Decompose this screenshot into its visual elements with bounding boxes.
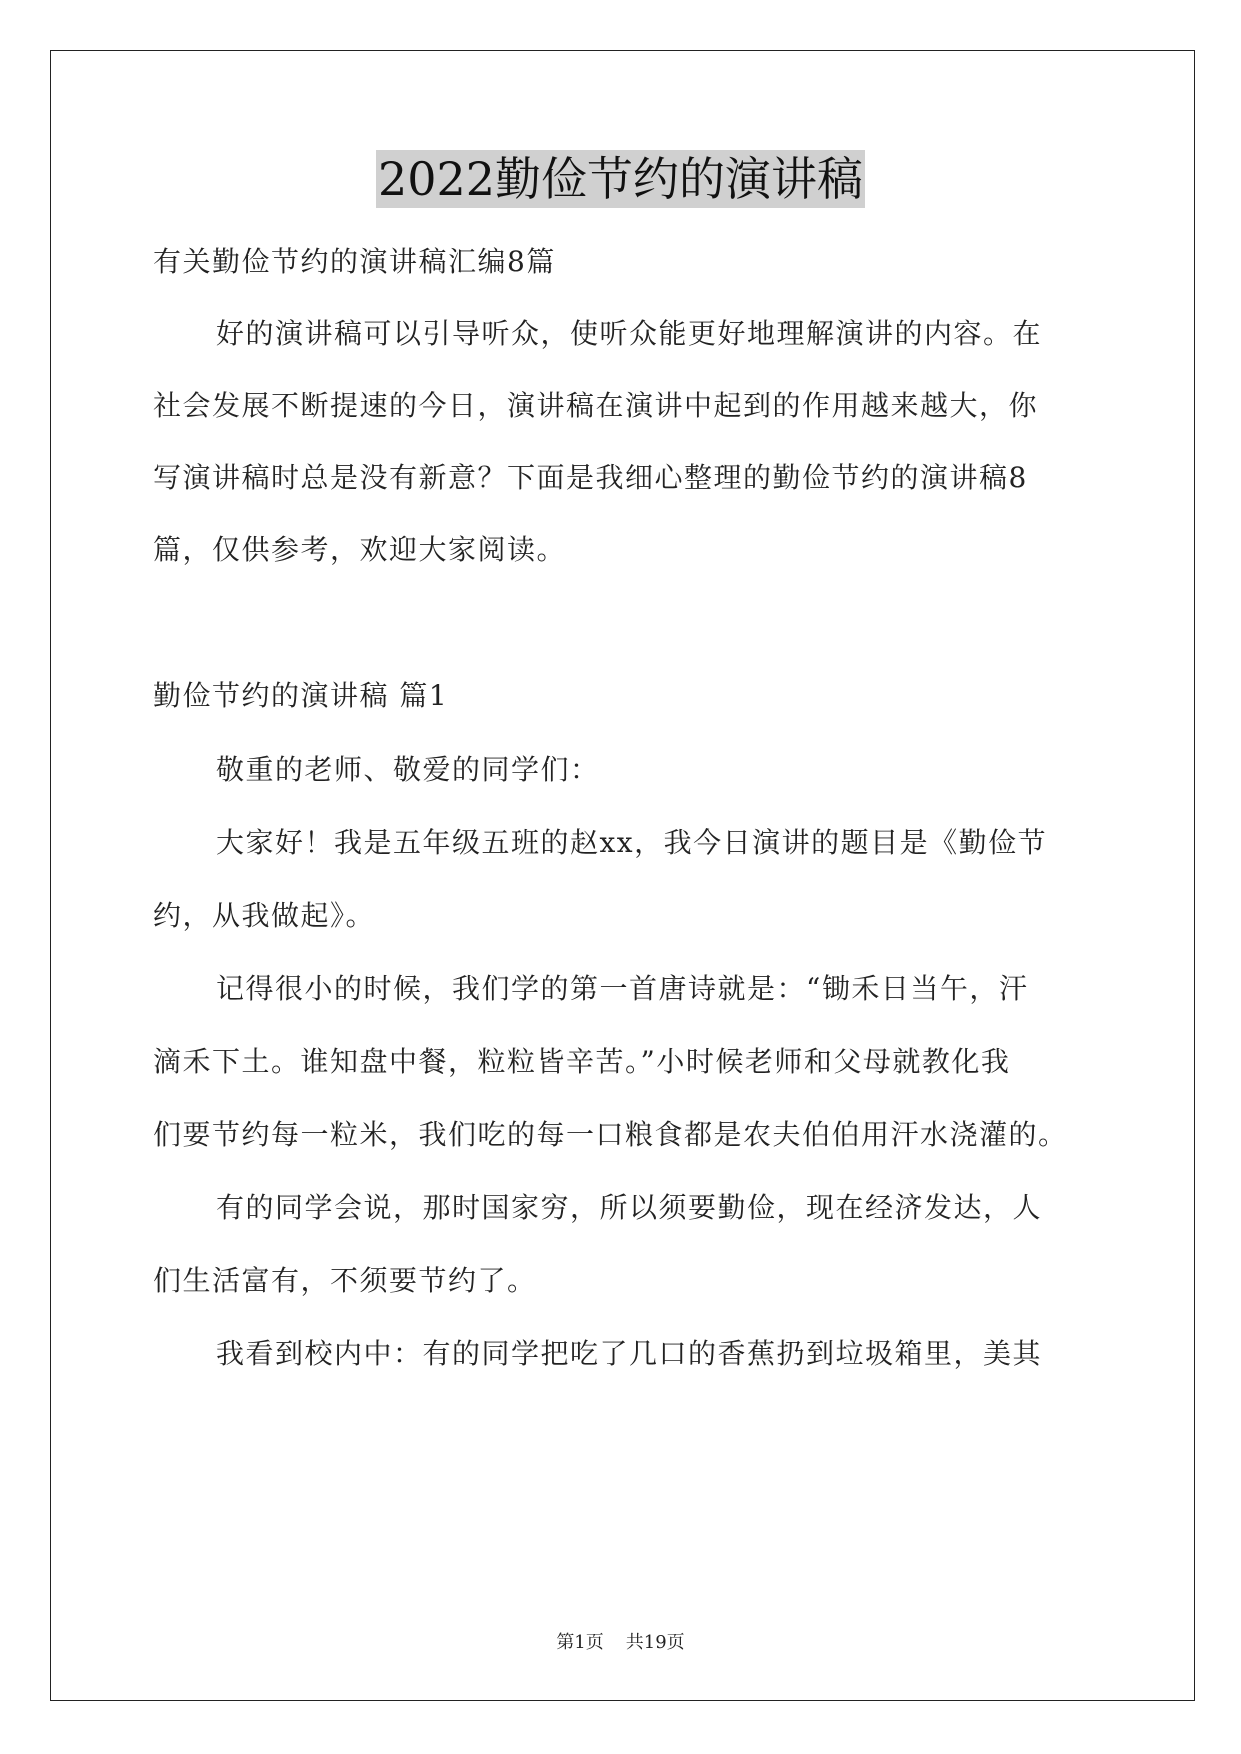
document-subtitle: 有关勤俭节约的演讲稿汇编8篇 — [153, 245, 556, 278]
body-line-3: 约，从我做起》。 — [153, 899, 376, 932]
intro-line-3: 写演讲稿时总是没有新意？下面是我细心整理的勤俭节约的演讲稿8 — [153, 461, 1028, 494]
section-heading: 勤俭节约的演讲稿 篇1 — [153, 679, 449, 712]
body-line-2: 大家好！我是五年级五班的赵xx，我今日演讲的题目是《勤俭节 — [216, 826, 1048, 859]
body-line-1: 敬重的老师、敬爱的同学们： — [216, 753, 600, 786]
body-line-8: 们生活富有，不须要节约了。 — [153, 1264, 537, 1297]
intro-line-4: 篇，仅供参考，欢迎大家阅读。 — [153, 533, 567, 566]
body-line-7: 有的同学会说，那时国家穷，所以须要勤俭，现在经济发达，人 — [216, 1191, 1043, 1224]
page-footer — [0, 1632, 1241, 1654]
body-line-6: 们要节约每一粒米，我们吃的每一口粮食都是农夫伯伯用汗水浇灌的。 — [153, 1118, 1068, 1151]
document-title: 2022勤俭节约的演讲稿 — [377, 152, 864, 206]
body-line-4: 记得很小的时候，我们学的第一首唐诗就是：“锄禾日当午，汗 — [216, 972, 1029, 1005]
body-line-9: 我看到校内中：有的同学把吃了几口的香蕉扔到垃圾箱里，美其 — [216, 1337, 1043, 1370]
page-total: 共19页 — [625, 1632, 685, 1653]
intro-line-2: 社会发展不断提速的今日，演讲稿在演讲中起到的作用越来越大，你 — [153, 389, 1039, 422]
page-number: 第1页 — [556, 1632, 604, 1653]
page-border — [50, 50, 1195, 1701]
body-line-5: 滴禾下土。谁知盘中餐，粒粒皆辛苦。”小时候老师和父母就教化我 — [153, 1045, 1011, 1078]
intro-line-1: 好的演讲稿可以引导听众，使听众能更好地理解演讲的内容。在 — [216, 317, 1043, 350]
title-container — [0, 150, 1241, 208]
